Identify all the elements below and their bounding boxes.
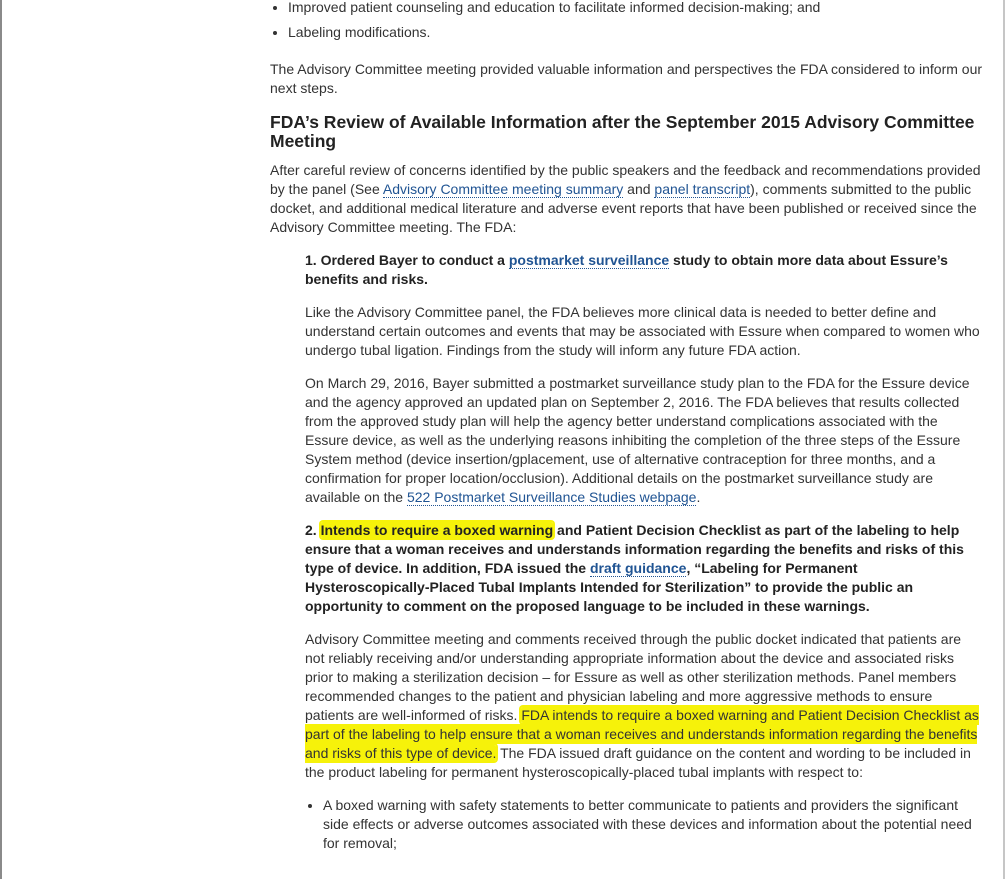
action-item-1-heading <box>305 251 984 289</box>
action-item-2-paragraph <box>305 630 984 782</box>
text-segment: After careful review of concerns identified by the public speakers and the feedback and recommendations provided by the panel (See <box>270 162 981 197</box>
text-segment: , “Labeling for Permanent Hysteroscopically-Placed Tubal Implants Intended for Sterilization” to provide the public an opportunity to comment on the proposed language to be included in these warnings. <box>305 560 914 614</box>
text-segment: 2. <box>305 522 321 538</box>
highlighted-text: Intends to require a boxed warning <box>320 522 554 538</box>
review-intro-paragraph <box>270 161 984 237</box>
action-item-1-paragraph-1: Like the Advisory Committee panel, the FDA believes more clinical data is needed to better define and understand certain outcomes and events that may be associated with Essure when compared to women who undergo tubal ligation. Findings from the study will inform any future FDA action. <box>305 304 980 358</box>
surveillance-studies-webpage-link[interactable]: 522 Postmarket Surveillance Studies webpage <box>406 489 697 505</box>
text-segment: Advisory Committee meeting and comments received through the public docket indicated that patients are not reliably receiving and/or understanding appropriate information about the device and associated risks prior to making a sterilization decision – for Essure as well as other sterilization methods. Panel members recommended changes to the patient and physician labeling and more aggressive methods to ensure patients are well-informed of risks. <box>305 631 962 723</box>
draft-guidance-link[interactable]: draft guidance <box>589 560 687 576</box>
committee-paragraph: The Advisory Committee meeting provided valuable information and perspectives the FDA considered to inform our next steps. <box>270 61 983 96</box>
text-segment: and Patient Decision Checklist as part of the labeling to help ensure that a woman receives and understands information regarding the benefits and risks of this type of device. In addition, FDA issued the <box>305 522 964 576</box>
article-content <box>270 0 984 853</box>
draft-guidance-list <box>305 796 984 853</box>
text-segment: and <box>623 181 655 197</box>
list-item: • A boxed warning with safety statements to better communicate to patients and providers the significant side effects or adverse outcomes associated with these devices and information about the potential need for removal; <box>323 796 984 853</box>
advisory-summary-link[interactable]: Advisory Committee meeting summary <box>382 181 624 197</box>
highlighted-text: FDA intends to require a boxed warning and Patient Decision Checklist as part of the labeling to help ensure that a woman receives and understands information regarding the benefits and risks of this type of device. <box>305 707 979 761</box>
action-item-2-heading <box>305 521 984 616</box>
panel-transcript-link[interactable]: panel transcript <box>654 181 751 197</box>
postmarket-surveillance-link[interactable]: postmarket surveillance <box>508 252 670 268</box>
text-segment: study to obtain more data about Essure’s benefits and risks. <box>305 252 948 287</box>
text-segment: On March 29, 2016, Bayer submitted a postmarket surveillance study plan to the FDA for the Essure device and the agency approved an updated plan on September 2, 2016. The FDA believes that results collected from the approved study plan will help the agency better understand complications associated with the Essure device, as well as the underlying reasons inhibiting the completion of the three steps of the Essure System method (device insertion/gplacement, use of alternative contraception for three months, and a confirmation for proper location/occlusion). Additional details on the postmarket surveillance study are available on the <box>305 375 970 505</box>
recommendations-list <box>270 0 984 42</box>
text-segment: ), comments submitted to the public docket, and additional medical literature and adverse event reports that have been published or received since the Advisory Committee meeting. The FDA: <box>270 181 977 235</box>
window-left-border <box>0 0 2 879</box>
action-items <box>305 251 984 853</box>
text-segment: 1. Ordered Bayer to conduct a <box>305 252 509 268</box>
list-item: • Labeling modifications. <box>288 23 984 42</box>
list-item: • Improved patient counseling and education to facilitate informed decision-making; and <box>288 0 984 17</box>
text-segment: . <box>696 489 701 505</box>
action-item-1-paragraph-2 <box>305 374 984 507</box>
text-segment: The FDA issued draft guidance on the content and wording to be included in the product labeling for permanent hysteroscopically-placed tubal implants with respect to: <box>305 745 971 780</box>
section-heading: FDA’s Review of Available Information after the September 2015 Advisory Committee Meeting <box>270 112 975 151</box>
